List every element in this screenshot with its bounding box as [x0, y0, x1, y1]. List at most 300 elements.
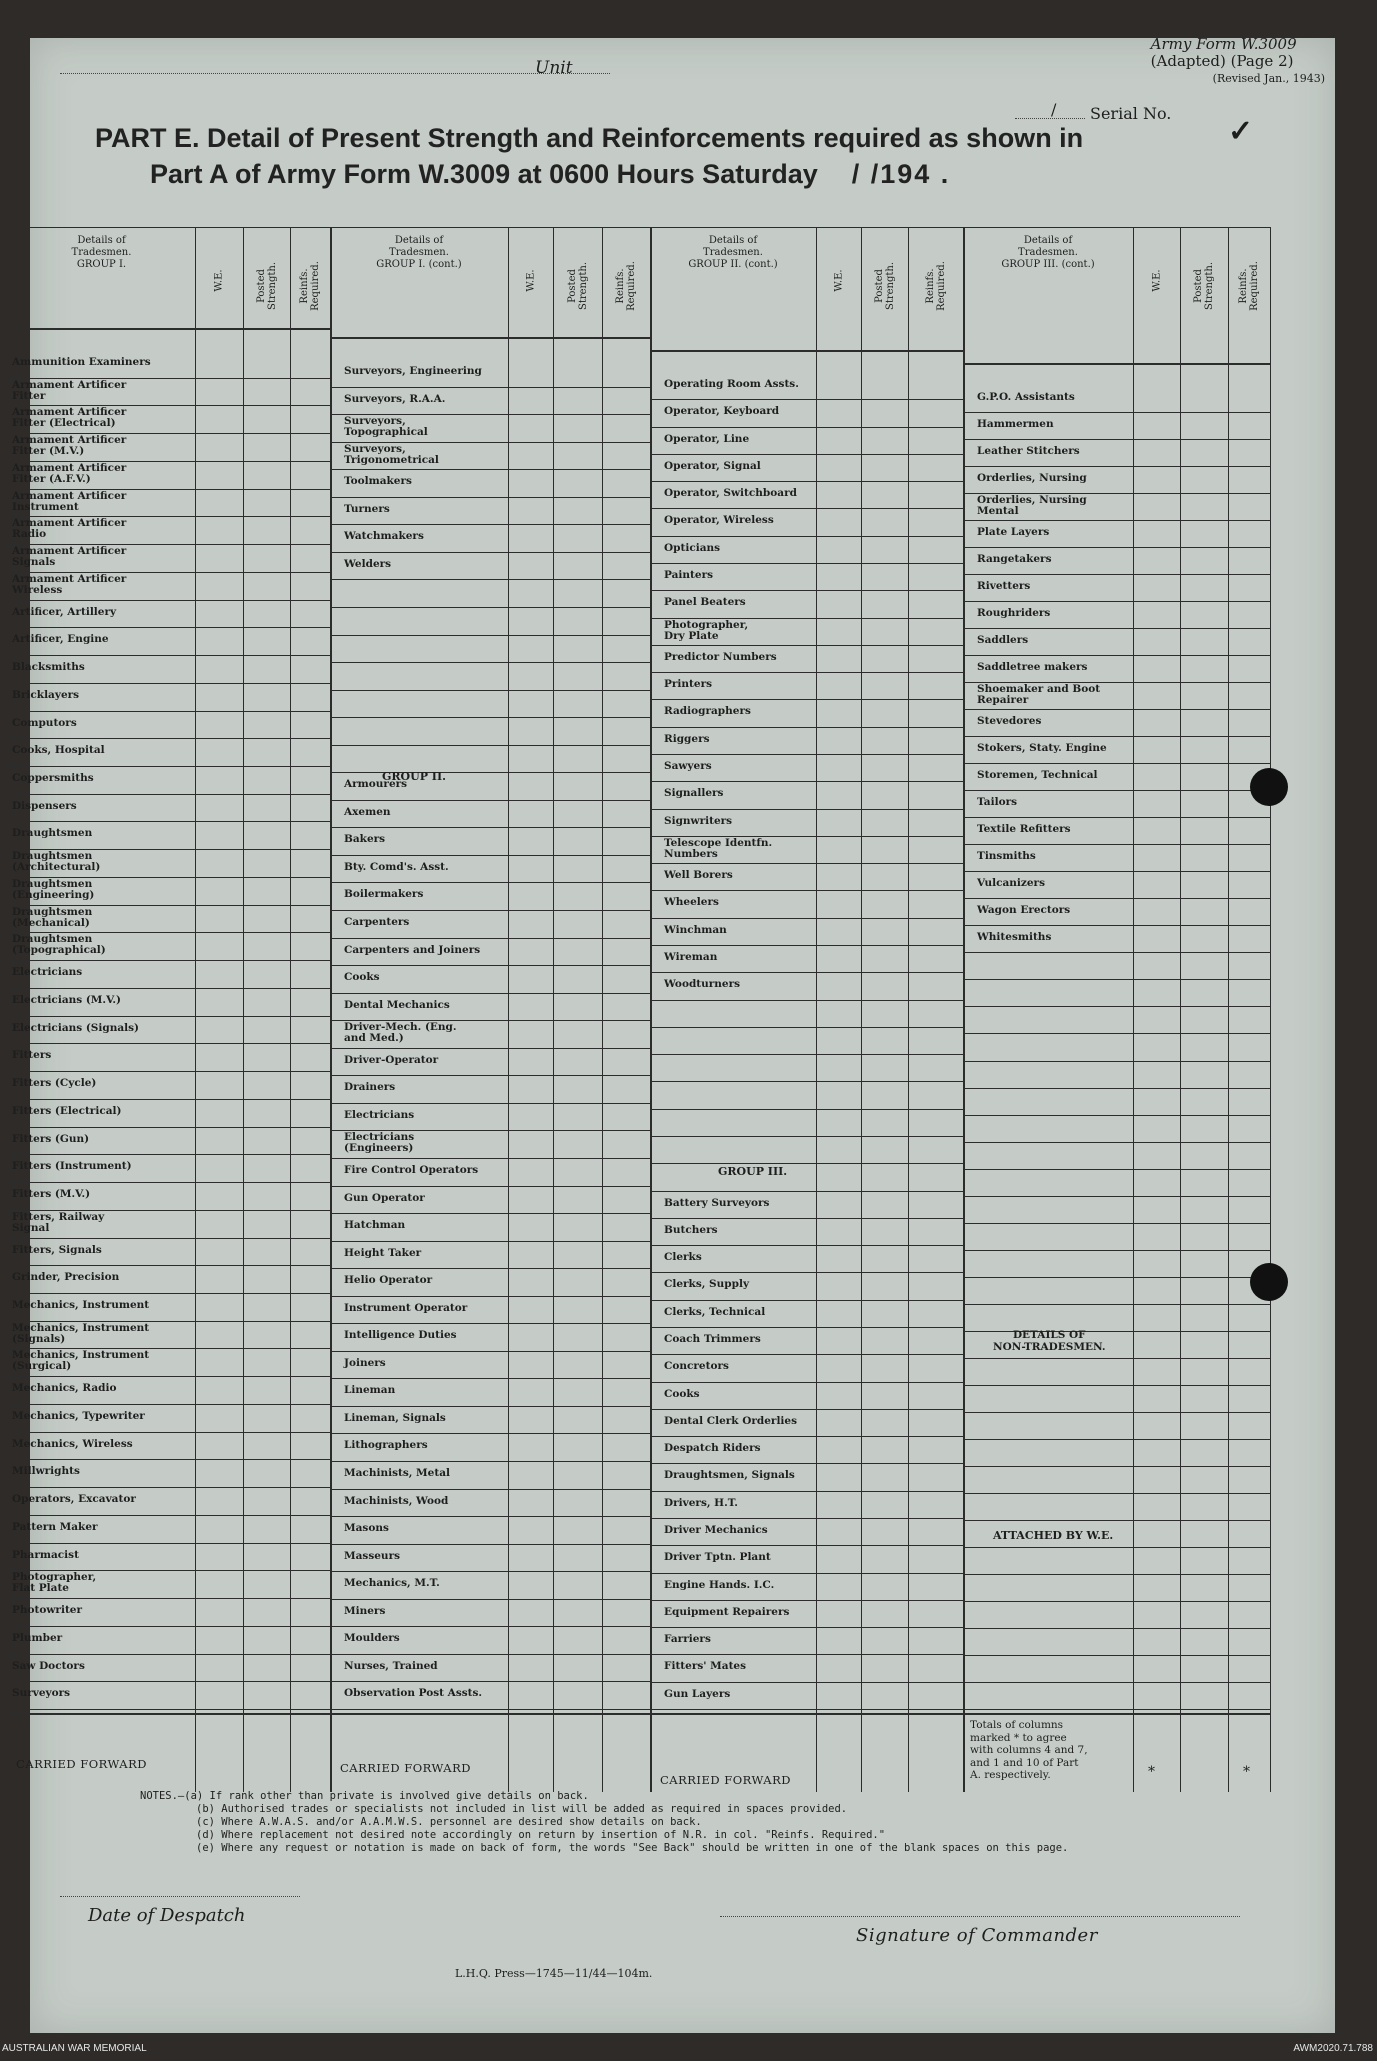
note-d: (d) Where replacement not desired note accordingly on return by insertion of N.R. in col. "Reinfs. Required." [196, 1829, 886, 1841]
trade-label-group1: Armament Artificer Fitter (Electrical) [12, 406, 127, 430]
row-rule [963, 1223, 1270, 1224]
row-rule [650, 1218, 963, 1219]
row-rule [8, 1154, 330, 1155]
row-rule [330, 1544, 650, 1545]
row-rule [963, 1493, 1270, 1494]
row-rule [963, 1006, 1270, 1007]
trade-label: Despatch Riders [664, 1442, 761, 1455]
trade-label-group1: Ammunition Examiners [12, 356, 151, 368]
column-header-posted: Posted Strength. [873, 261, 896, 311]
trade-label: Nurses, Trained [344, 1659, 438, 1672]
trade-label-group1: Surveyors [12, 1687, 71, 1700]
row-rule [963, 1655, 1270, 1656]
trade-label: Wireman [664, 951, 718, 963]
row-rule [963, 1385, 1270, 1386]
row-rule [963, 898, 1270, 899]
section-heading-group2: GROUP II. [382, 770, 446, 784]
row-rule [8, 1459, 330, 1460]
column-rule [602, 227, 603, 1792]
trade-label: Equipment Repairers [664, 1605, 790, 1618]
row-rule [8, 1071, 330, 1072]
row-rule [650, 1654, 963, 1655]
row-rule [963, 1115, 1270, 1116]
trade-label-group1: Mechanics, Radio [12, 1382, 117, 1395]
trade-label: Bty. Comd's. Asst. [344, 860, 449, 873]
trade-label-group1: Operators, Excavator [12, 1493, 136, 1506]
column-rule [963, 227, 965, 1792]
trade-label: Plate Layers [977, 526, 1050, 539]
notes [140, 1790, 1068, 1855]
row-rule [963, 1439, 1270, 1440]
trade-label-group1: Fitters (Gun) [12, 1132, 90, 1145]
trade-label: Shoemaker and Boot Repairer [977, 683, 1101, 707]
table-top-rule [8, 227, 1270, 228]
trade-label: Tailors [977, 796, 1018, 809]
header-rule [963, 363, 1270, 365]
row-rule [8, 821, 330, 822]
despatch-field[interactable] [60, 1896, 300, 1897]
trade-label: Surveyors, Engineering [344, 365, 482, 377]
title-line-1: PART E. Detail of Present Strength and Reinforcements required as shown in [95, 123, 1084, 153]
row-rule [963, 1628, 1270, 1629]
row-rule [330, 690, 650, 691]
row-rule [650, 1463, 963, 1464]
trade-label: Roughriders [977, 607, 1051, 620]
trade-label: Concretors [664, 1360, 729, 1373]
trade-label: Turners [344, 502, 390, 515]
signature-label: Signature of Commander [856, 1925, 1098, 1946]
row-rule [963, 925, 1270, 926]
trade-label: Drivers, H.T. [664, 1496, 738, 1509]
row-rule [330, 855, 650, 856]
trade-label: Dental Clerk Orderlies [664, 1414, 798, 1427]
row-rule [330, 938, 650, 939]
column-header-tradesmen: Details of Tradesmen. GROUP I. [71, 235, 132, 270]
form-adapted: (Adapted) (Page 2) [1150, 52, 1294, 70]
row-rule [963, 574, 1270, 575]
row-rule [650, 1027, 963, 1028]
trade-label: Coach Trimmers [664, 1333, 761, 1345]
trade-label: Electricians [344, 1108, 415, 1121]
unit-field[interactable] [60, 55, 610, 74]
row-rule [650, 1081, 963, 1082]
page-title [95, 120, 1245, 192]
row-rule [330, 882, 650, 883]
trade-label-group1: Draughtsmen (Architectural) [12, 850, 101, 874]
trade-label: Masons [344, 1522, 389, 1535]
trade-label-group1: Electricians (M.V.) [12, 993, 122, 1006]
trade-label-group1: Fitters (Instrument) [12, 1160, 132, 1173]
trade-label: Photographer, Dry Plate [664, 618, 749, 642]
trade-label: Orderlies, Nursing [977, 472, 1087, 485]
trade-label: Opticians [664, 541, 721, 554]
trade-label-group1: Artificer, Artillery [12, 605, 117, 618]
row-rule [963, 1142, 1270, 1143]
trade-label: Riggers [664, 732, 710, 745]
trade-label: Rangetakers [977, 553, 1052, 566]
row-rule [330, 1296, 650, 1297]
trade-label: Operating Room Assts. [664, 378, 799, 390]
row-rule [650, 399, 963, 400]
section-heading-non-tradesmen: DETAILS OF NON-TRADESMEN. [993, 1329, 1106, 1353]
trade-label: Cooks [344, 971, 380, 984]
row-rule [963, 1520, 1270, 1521]
note-c: (c) Where A.W.A.S. and/or A.A.M.W.S. personnel are desired show details on back. [196, 1816, 702, 1828]
row-rule [330, 965, 650, 966]
trade-label-group1: Blacksmiths [12, 661, 85, 674]
trade-label-group1: Fitters, Signals [12, 1243, 102, 1256]
carried-forward-rule [963, 1713, 1270, 1715]
signature-field[interactable] [720, 1916, 1240, 1917]
trade-label: Joiners [344, 1356, 386, 1369]
trade-label: Stokers, Staty. Engine [977, 742, 1107, 755]
trade-label-group1: Draughtsmen (Topographical) [12, 933, 106, 957]
note-e: (e) Where any request or notation is made on back of form, the words "See Back" should be written in one of the blank spaces on this page. [196, 1842, 1069, 1854]
trade-label: Fire Control Operators [344, 1163, 479, 1176]
row-rule [963, 1709, 1270, 1710]
strength-table [8, 227, 1270, 1792]
header-rule [650, 350, 963, 352]
trade-label-group1: Mechanics, Typewriter [12, 1409, 145, 1422]
row-rule [330, 552, 650, 553]
row-rule [650, 863, 963, 864]
trade-label: G.P.O. Assistants [977, 391, 1075, 403]
trade-label: Moulders [344, 1632, 400, 1645]
carried-forward-rule [330, 1713, 650, 1715]
trade-label-group1: Computors [12, 716, 77, 729]
row-rule [330, 1186, 650, 1187]
column-rule [908, 227, 909, 1792]
trade-label: Lithographers [344, 1439, 428, 1452]
trade-label-group1: Pharmacist [12, 1548, 79, 1561]
row-rule [650, 1109, 963, 1110]
trade-label: Boilermakers [344, 888, 424, 901]
row-rule [330, 662, 650, 663]
column-header-posted: Posted Strength. [566, 261, 589, 311]
title-line-2: Part A of Army Form W.3009 at 0600 Hours Saturday [150, 159, 818, 189]
row-rule [8, 1376, 330, 1377]
trade-label: Toolmakers [344, 475, 412, 488]
row-rule [330, 993, 650, 994]
trade-label: Carpenters and Joiners [344, 943, 481, 956]
row-rule [650, 1682, 963, 1683]
trade-label: Engine Hands. I.C. [664, 1578, 775, 1591]
row-rule [330, 635, 650, 636]
row-rule [8, 1265, 330, 1266]
serial-field[interactable] [1015, 100, 1085, 119]
trade-label: Machinists, Wood [344, 1494, 449, 1507]
trade-label-group1: Photographer, Flat Plate [12, 1571, 97, 1595]
row-rule [330, 1048, 650, 1049]
column-rule [861, 227, 862, 1792]
row-rule [650, 1191, 963, 1192]
trade-label: Driver-Mech. (Eng. and Med.) [344, 1021, 457, 1045]
row-rule [8, 1099, 330, 1100]
trade-label: Clerks [664, 1251, 702, 1264]
trade-label: Sawyers [664, 760, 712, 772]
trade-label-group1: Coppersmiths [12, 772, 94, 785]
row-rule [8, 1043, 330, 1044]
row-rule [650, 1409, 963, 1410]
carried-forward-label: CARRIED FORWARD [660, 1773, 791, 1787]
row-rule [330, 827, 650, 828]
row-rule [330, 1323, 650, 1324]
note-a: NOTES.—(a) If rank other than private is involved give details on back. [140, 1790, 589, 1802]
trade-label: Storemen, Technical [977, 769, 1098, 782]
row-rule [963, 1601, 1270, 1602]
row-rule [650, 1272, 963, 1273]
row-rule [650, 1054, 963, 1055]
column-rule [553, 227, 554, 1792]
trade-label: Mechanics, M.T. [344, 1577, 440, 1590]
trade-label: Fitters' Mates [664, 1660, 747, 1673]
row-rule [8, 1293, 330, 1294]
row-rule [963, 1250, 1270, 1251]
row-rule [963, 763, 1270, 764]
row-rule [650, 727, 963, 728]
punch-hole [1250, 768, 1288, 806]
row-rule [650, 918, 963, 919]
trade-label: Rivetters [977, 580, 1031, 593]
trade-label: Intelligence Duties [344, 1329, 457, 1342]
row-rule [330, 579, 650, 580]
row-rule [963, 709, 1270, 710]
row-rule [650, 945, 963, 946]
trade-label-group1: Grinder, Precision [12, 1271, 120, 1284]
trade-label: Vulcanizers [977, 877, 1046, 890]
trade-label: Well Borers [664, 869, 733, 882]
row-rule [650, 754, 963, 755]
form-number-block [1151, 36, 1325, 87]
row-rule [330, 469, 650, 470]
row-rule [330, 1626, 650, 1627]
trade-label-group1: Electricians (Signals) [12, 1021, 140, 1034]
trade-label: Hammermen [977, 418, 1054, 431]
column-rule [330, 227, 332, 1792]
row-rule [963, 1682, 1270, 1683]
row-rule [330, 717, 650, 718]
row-rule [650, 1600, 963, 1601]
trade-label: Woodturners [664, 978, 741, 991]
column-header-we: W.E. [525, 269, 536, 292]
trade-label: Panel Beaters [664, 596, 746, 609]
trade-label: Driver Tptn. Plant [664, 1551, 771, 1564]
trade-label: Farriers [664, 1633, 711, 1646]
trade-label: Wagon Erectors [977, 904, 1071, 917]
header-rule [330, 337, 650, 339]
total-asterisk: * [1243, 1764, 1250, 1780]
row-rule [330, 1378, 650, 1379]
trade-label: Welders [344, 557, 392, 570]
trade-label: Signwriters [664, 814, 733, 827]
row-rule [330, 607, 650, 608]
trade-label: Instrument Operator [344, 1301, 468, 1314]
trade-label-group1: Fitters, Railway Signal [12, 1210, 105, 1234]
row-rule [650, 1354, 963, 1355]
column-header-reinfs: Reinfs. Required. [615, 261, 637, 311]
trade-label-group1: Armament Artificer Fitter [12, 378, 127, 402]
row-rule [963, 952, 1270, 953]
trade-label-group1: Fitters (M.V.) [12, 1188, 91, 1201]
row-rule [8, 738, 330, 739]
row-rule [650, 1491, 963, 1492]
trade-label: Predictor Numbers [664, 650, 777, 663]
row-rule [650, 1573, 963, 1574]
form-revised: (Revised Jan., 1943) [1212, 72, 1325, 85]
row-rule [963, 1196, 1270, 1197]
trade-label-group1: Cooks, Hospital [12, 744, 105, 757]
section-heading-attached: ATTACHED BY W.E. [993, 1529, 1114, 1542]
row-rule [330, 1433, 650, 1434]
row-rule [650, 972, 963, 973]
trade-label: Battery Surveyors [664, 1196, 770, 1209]
row-rule [650, 1545, 963, 1546]
row-rule [8, 1404, 330, 1405]
row-rule [8, 1016, 330, 1017]
trade-label-group1: Saw Doctors [12, 1659, 85, 1672]
date-of-despatch-label: Date of Despatch [88, 1905, 246, 1926]
row-rule [8, 1709, 330, 1710]
form-number: Army Form W.3009 [1150, 35, 1297, 53]
trade-label: Lineman [344, 1384, 396, 1397]
row-rule [8, 960, 330, 961]
trade-label: Drainers [344, 1081, 396, 1094]
trade-label-group1: Armament Artificer Signals [12, 545, 127, 569]
row-rule [650, 427, 963, 428]
trade-label: Signallers [664, 787, 724, 800]
trade-label: Operator, Line [664, 432, 750, 445]
row-rule [650, 1518, 963, 1519]
row-rule [330, 1461, 650, 1462]
archive-id: AWM2020.71.788 [1293, 2043, 1373, 2054]
row-rule [330, 1213, 650, 1214]
row-rule [650, 481, 963, 482]
tick-mark: ✓ [1228, 114, 1254, 149]
trade-label: Saddletree makers [977, 661, 1088, 674]
trade-label: Dental Mechanics [344, 998, 450, 1011]
row-rule [963, 439, 1270, 440]
row-rule [8, 766, 330, 767]
trade-label: Clerks, Supply [664, 1278, 750, 1291]
row-rule [650, 1709, 963, 1710]
row-rule [330, 1571, 650, 1572]
trade-label: Gun Operator [344, 1191, 425, 1204]
trade-label: Gun Layers [664, 1687, 731, 1700]
row-rule [963, 1358, 1270, 1359]
row-rule [8, 1127, 330, 1128]
row-rule [650, 454, 963, 455]
trade-label: Stevedores [977, 715, 1042, 728]
column-rule [1133, 227, 1134, 1792]
row-rule [330, 1351, 650, 1352]
trade-label-group1: Mechanics, Instrument (Surgical) [12, 1349, 150, 1373]
row-rule [330, 800, 650, 801]
trade-label: Textile Refitters [977, 823, 1071, 836]
unit-label: Unit [535, 58, 573, 78]
trade-label: Surveyors, Topographical [344, 415, 428, 439]
row-rule [330, 1103, 650, 1104]
trade-label-group1: Armament Artificer Wireless [12, 572, 127, 596]
carried-forward-rule [650, 1713, 963, 1715]
row-rule [963, 466, 1270, 467]
row-rule [330, 1599, 650, 1600]
row-rule [330, 1268, 650, 1269]
row-rule [330, 1158, 650, 1159]
row-rule [650, 536, 963, 537]
row-rule [330, 1654, 650, 1655]
row-rule [963, 412, 1270, 413]
row-rule [330, 910, 650, 911]
row-rule [963, 628, 1270, 629]
row-rule [963, 1466, 1270, 1467]
trade-label-group1: Electricians [12, 966, 83, 979]
trade-label-group1: Armament Artificer Instrument [12, 489, 127, 513]
row-rule [650, 1436, 963, 1437]
row-rule [8, 988, 330, 989]
column-rule [1270, 227, 1271, 1792]
column-header-we: W.E. [1151, 269, 1162, 292]
carried-forward-label: CARRIED FORWARD [340, 1761, 471, 1775]
column-rule [1180, 227, 1181, 1792]
row-rule [330, 1406, 650, 1407]
trade-label-group1: Artificer, Engine [12, 633, 109, 646]
trade-label-group1: Mechanics, Instrument (Signals) [12, 1321, 150, 1345]
totals-note: Totals of columns marked * to agree with columns 4 and 7, and 1 and 10 of Part A. respectively. [970, 1719, 1088, 1781]
trade-label-group1: Draughtsmen (Mechanical) [12, 905, 93, 929]
row-rule [963, 979, 1270, 980]
trade-label: Draughtsmen, Signals [664, 1469, 795, 1482]
column-header-posted: Posted Strength. [1193, 261, 1215, 311]
row-rule [650, 645, 963, 646]
trade-label-group1: Armament Artificer Radio [12, 517, 127, 541]
row-rule [650, 563, 963, 564]
row-rule [650, 781, 963, 782]
trade-label: Telescope Identfn. Numbers [664, 836, 773, 860]
column-header-we: W.E. [213, 269, 225, 292]
trade-label-group1: Fitters (Cycle) [12, 1077, 97, 1090]
trade-label: Masseurs [344, 1549, 401, 1562]
row-rule [650, 699, 963, 700]
row-rule [963, 547, 1270, 548]
row-rule [963, 844, 1270, 845]
row-rule [8, 711, 330, 712]
row-rule [330, 497, 650, 498]
row-rule [650, 672, 963, 673]
punch-hole [1250, 1263, 1288, 1301]
trade-label: Helio Operator [344, 1274, 433, 1287]
trade-label: Operator, Signal [664, 459, 761, 472]
trade-label: Operator, Wireless [664, 514, 774, 527]
row-rule [963, 736, 1270, 737]
row-rule [963, 520, 1270, 521]
column-header-reinfs: Reinfs. Required. [1238, 261, 1260, 311]
archive-label: AUSTRALIAN WAR MEMORIAL [2, 2043, 147, 2054]
row-rule [8, 1543, 330, 1544]
row-rule [330, 1075, 650, 1076]
row-rule [8, 655, 330, 656]
row-rule [8, 627, 330, 628]
trade-label: Cooks [664, 1387, 700, 1400]
trade-label: Hatchman [344, 1219, 406, 1232]
trade-label: Miners [344, 1604, 386, 1617]
section-heading-group3: GROUP III. [718, 1165, 788, 1179]
row-rule [963, 1277, 1270, 1278]
row-rule [330, 1709, 650, 1710]
trade-label: Operator, Switchboard [664, 487, 797, 500]
row-rule [963, 790, 1270, 791]
row-rule [8, 1598, 330, 1599]
row-rule [650, 1300, 963, 1301]
